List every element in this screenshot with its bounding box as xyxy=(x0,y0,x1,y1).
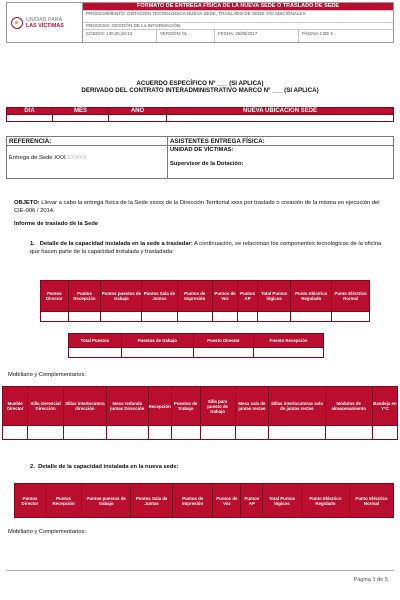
crest-icon xyxy=(11,17,23,29)
form-title: FORMATO DE ENTREGA FÍSICA DE LA NUEVA SEDE O TRASLADO DE SEDE xyxy=(83,3,393,10)
puestos-table xyxy=(68,333,324,358)
procedimiento-line: PROCEDIMIENTO: DOTACIÓN TECNOLÓGICA NUEVA SEDE, TRASLADO DE SEDE Y/O ADICIONALES xyxy=(83,10,393,22)
col-puntos-ap: Puntos AP xyxy=(241,484,263,518)
codigo: CÓDIGO: 130,06,15-13 xyxy=(83,30,157,42)
col-punto-electrico-normal: Punto Eléctrico Normal xyxy=(332,281,370,312)
col-silla-gerencial: Silla Gerencial Dirección xyxy=(28,387,63,426)
col-punto-electrico-regulado: Punto Eléctrico Regulado xyxy=(301,484,349,518)
mobiliario-label: Mobiliario y Complementarios: xyxy=(8,372,86,378)
col-puntos-voz: Puntos de Voz xyxy=(213,281,238,312)
col-modulos-almacenamiento: Módulos de almacenamiento xyxy=(325,387,372,426)
cell-ubicacion[interactable] xyxy=(167,115,394,122)
col-mesa-sala-juntas: Mesa sala de juntas rectas xyxy=(235,387,268,426)
col-punto-electrico-regulado: Punto Eléctrico Regulado xyxy=(291,281,332,312)
col-puntos-puestos-trabajo: Puntos puestos de trabajo xyxy=(82,484,131,518)
mobiliario-label-2: Mobiliario y Complementarios: xyxy=(8,529,86,535)
capacidad-nueva-table xyxy=(14,483,394,518)
col-punto-electrico-normal: Punto Eléctrico Normal xyxy=(350,484,394,518)
supervisor-label: Supervisor de la Dotación: xyxy=(170,161,244,167)
col-puntos-sala-juntas: Puntos Sala de Juntas xyxy=(142,281,177,312)
sede-table xyxy=(6,107,394,122)
col-sillas-interlocutora: Sillas interlocutora dirección xyxy=(63,387,106,426)
col-puntos-director: Puntos Director xyxy=(15,484,46,518)
asistentes-label: ASISTENTES ENTREGA FÍSICA: xyxy=(168,137,393,146)
col-total-puntos-logicos: Total Puntos lógicos xyxy=(263,484,302,518)
header-nueva-ubicacion: NUEVA UBICACIÓN SEDE xyxy=(167,108,394,115)
referencia-label: REFERENCIA: xyxy=(7,137,167,146)
pagina: PÁGINA 1 DE 5 xyxy=(302,31,333,36)
col-puesto-director: Puesto Director xyxy=(193,334,253,348)
col-puntos-impresion: Puntos de Impresión xyxy=(177,281,213,312)
cell-ano[interactable] xyxy=(109,115,167,122)
item-1-paragraph: 1. Detalle de la capacidad instalada en la sede a trasladar: A continuación, se relacionan los componentes tecnológicos de la oficina que hacen parte de la capacidad instalada y trasladada: xyxy=(30,241,382,255)
col-total-puntos-logicos: Total Puntos lógicos xyxy=(258,281,291,312)
unidad-victimas-label: UNIDAD DE VÍCTIMAS: xyxy=(170,147,234,153)
col-puestos-trabajo: Puestos de trabajo xyxy=(121,334,193,348)
col-sillas-sala-juntas: Sillas interlocutoras sala de juntas rectas xyxy=(269,387,325,426)
col-puntos-sala-juntas: Puntos Sala de Juntas xyxy=(131,484,173,518)
logo xyxy=(7,3,83,42)
header-ano: AÑO xyxy=(109,108,167,115)
col-total-puestos: Total Puestos xyxy=(69,334,122,348)
cell-mes[interactable] xyxy=(53,115,109,122)
acuerdo-heading: ACUERDO ESPECÍFICO Nº ___ (SI APLICA) DERIVADO DEL CONTRATO INTERADMINISTRATIVO MARCO Nº ___ (SI APLICA) xyxy=(81,80,319,94)
document-header xyxy=(6,2,394,43)
fecha: FECHA: 25/05/2017 xyxy=(215,30,299,42)
referencia-text: Entrega de Sede XXX XXXXX xyxy=(9,155,87,161)
col-puesto-recepcion: Puesto Recepción xyxy=(254,334,324,348)
header-mes: MES xyxy=(53,108,109,115)
col-puestos-trabajo: Puestos de Trabajo xyxy=(171,387,200,426)
footer-divider xyxy=(6,570,394,571)
cell-dia[interactable] xyxy=(7,115,53,122)
referencia-box xyxy=(6,136,394,179)
proceso-line: PROCESO: GESTIÓN DE LA INFORMACIÓN xyxy=(83,22,393,29)
col-puntos-voz: Puntos de Voz xyxy=(213,484,241,518)
col-recepcion: Recepción xyxy=(148,387,171,426)
logo-text-1: UNIDAD PARA xyxy=(26,16,63,23)
capacidad-trasladar-table xyxy=(40,280,370,322)
col-puntos-director: Puntos Director xyxy=(41,281,69,312)
page-number: Página 1 de 5 xyxy=(353,577,388,583)
item-2-heading: 2. Detalle de la capacidad instalada en la nueva sede: xyxy=(30,464,179,470)
col-mesa-redonda: Mesa redonda juntas Dirección xyxy=(106,387,148,426)
col-puntos-recepcion: Puntos Recepción xyxy=(45,484,81,518)
col-puntos-puestos-trabajo: Puntos puestos de trabajo xyxy=(101,281,142,312)
col-silla-puesto: Silla para puesto de trabajo xyxy=(200,387,235,426)
col-bandeja: Bandeja en Y°C xyxy=(372,387,397,426)
header-dia: DÍA xyxy=(7,108,53,115)
logo-text-2: LAS VÍCTIMAS xyxy=(26,22,64,29)
col-puntos-recepcion: Puntos Recepción xyxy=(68,281,101,312)
version: VERSIÓN: 01 xyxy=(157,30,215,42)
col-puntos-ap: Puntos AP xyxy=(237,281,257,312)
objetivo-paragraph: OBJETO: Llevar a cabo la entrega física de la Sede xxxxx de la Dirección Territorial xxxx por traslado o creación de la misma en ejecución del CIE-006 / 2014. xyxy=(14,200,380,214)
informe-title: Informe de traslado de la Sede xyxy=(14,221,99,227)
col-mueble-director: Mueble Director xyxy=(3,387,28,426)
mobiliario-table xyxy=(2,386,398,440)
col-puntos-impresion: Puntos de Impresión xyxy=(173,484,213,518)
